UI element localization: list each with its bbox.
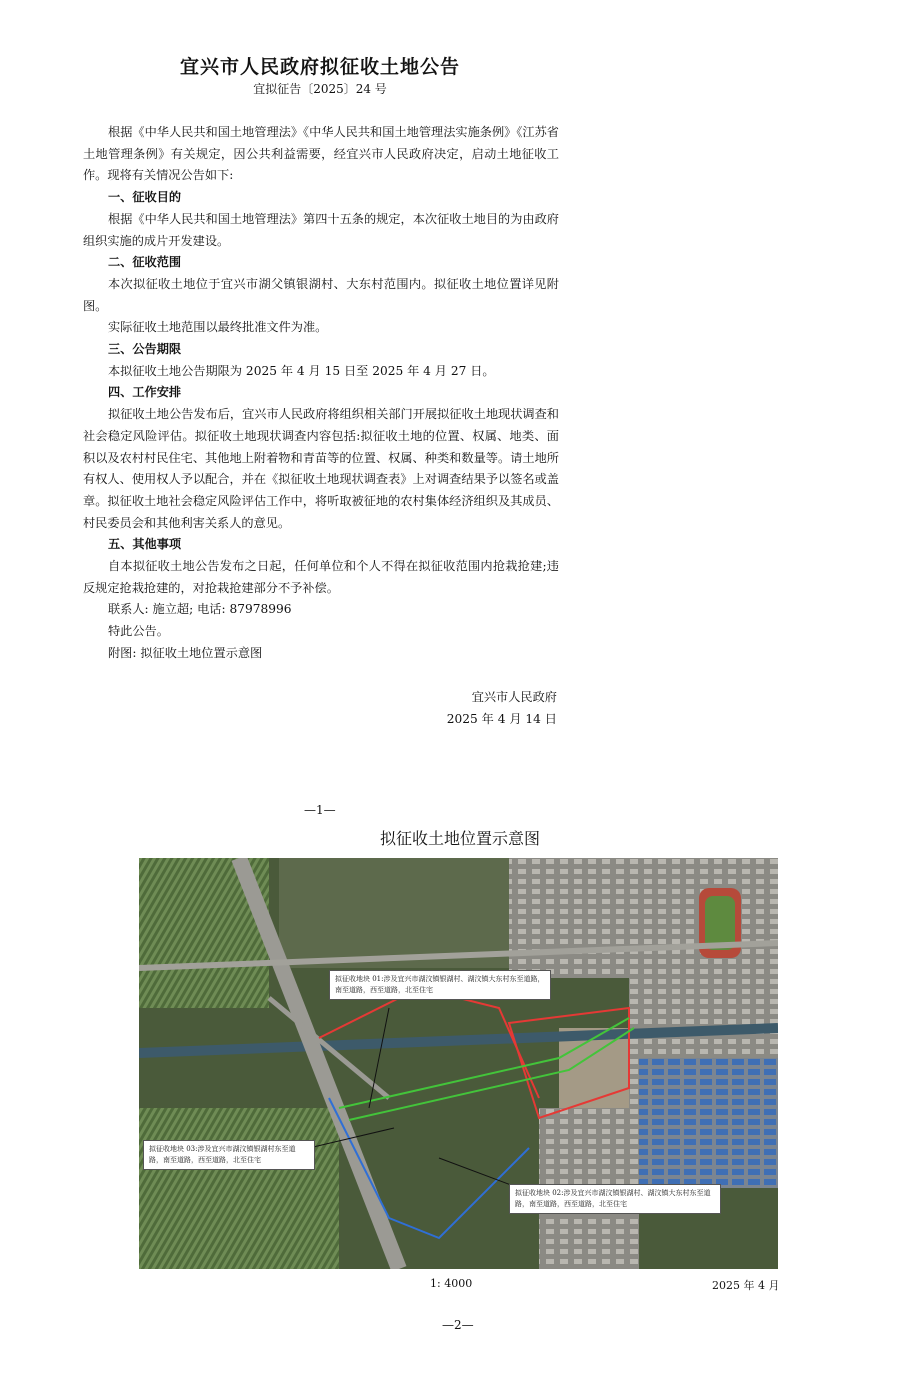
section-paragraph: 拟征收土地公告发布后，宜兴市人民政府将组织相关部门开展拟征收土地现状调查和社会稳定风险评估。拟征收土地现状调查内容包括:拟征收土地的位置、权属、地类、面积以及农村村民住宅、其他地上附着物和青苗等的位置、权属、种类和数量等。请土地所有权人、使用权人予以配合，并在《拟征收土地现状调查表》上对调查结果予以签名或盖章。拟征收土地社会稳定风险评估工作中，将听取被征地的农村集体经济组织及其成员、村民委员会和其他利害关系人的意见。	[83, 407, 559, 530]
parcel-02-callout: 拟征收地块 02:涉及宜兴市湖汶镇银湖村、湖汶镇大东村东至道路，南至道路，西至道路，北至住宅	[509, 1184, 721, 1214]
notice-title: 宜兴市人民政府拟征收土地公告	[179, 56, 460, 78]
issuing-authority: 宜兴市人民政府	[471, 690, 557, 704]
parcel-01-callout: 拟征收地块 01:涉及宜兴市湖汶镇银湖村、湖汶镇大东村东至道路，南至道路，西至道路，北至住宅	[329, 970, 551, 1000]
contact-line: 联系人: 施立超; 电话: 87978996	[108, 602, 292, 617]
map-scale: 1: 4000	[430, 1277, 473, 1290]
section-paragraph: 实际征收土地范围以最终批准文件为准。	[108, 320, 328, 335]
closing-line: 特此公告。	[108, 624, 169, 639]
attachment-line: 附图: 拟征收土地位置示意图	[108, 645, 263, 660]
section-paragraph: 自本拟征收土地公告发布之日起，任何单位和个人不得在拟征收范围内抢栽抢建;违反规定抢栽抢建的，对抢栽抢建部分不予补偿。	[83, 559, 559, 595]
section-heading: 四、工作安排	[108, 385, 182, 400]
signature-block	[447, 686, 557, 730]
notice-body	[83, 122, 559, 665]
page-number-2: —2—	[442, 1318, 474, 1332]
parcel-03-callout: 拟征收地块 03:涉及宜兴市湖汶镇银湖村东至道路，南至道路，西至道路，北至住宅	[143, 1140, 315, 1170]
section-heading: 一、征收目的	[108, 190, 182, 205]
document-number: 宜拟征告〔2025〕24 号	[253, 82, 387, 96]
section-heading: 三、公告期限	[108, 342, 182, 357]
intro-paragraph: 根据《中华人民共和国土地管理法》《中华人民共和国土地管理法实施条例》《江苏省土地管理条例》有关规定，因公共利益需要，经宜兴市人民政府决定，启动土地征收工作。现将有关情况公告如下:	[83, 125, 559, 183]
section-heading: 五、其他事项	[108, 537, 182, 552]
satellite-map	[139, 858, 778, 1269]
section-paragraph: 本拟征收土地公告期限为 2025 年 4 月 15 日至 2025 年 4 月 27 日。	[108, 363, 495, 378]
map-title: 拟征收土地位置示意图	[379, 829, 540, 848]
issue-date: 2025 年 4 月 14 日	[446, 712, 557, 726]
section-paragraph: 本次拟征收土地位于宜兴市湖父镇银湖村、大东村范围内。拟征收土地位置详见附图。	[83, 276, 559, 313]
section-heading: 二、征收范围	[108, 255, 182, 270]
map-date: 2025 年 4 月	[712, 1279, 780, 1292]
section-paragraph: 根据《中华人民共和国土地管理法》第四十五条的规定，本次征收土地目的为由政府组织实施的成片开发建设。	[83, 211, 559, 248]
page-number-1: —1—	[304, 803, 336, 817]
